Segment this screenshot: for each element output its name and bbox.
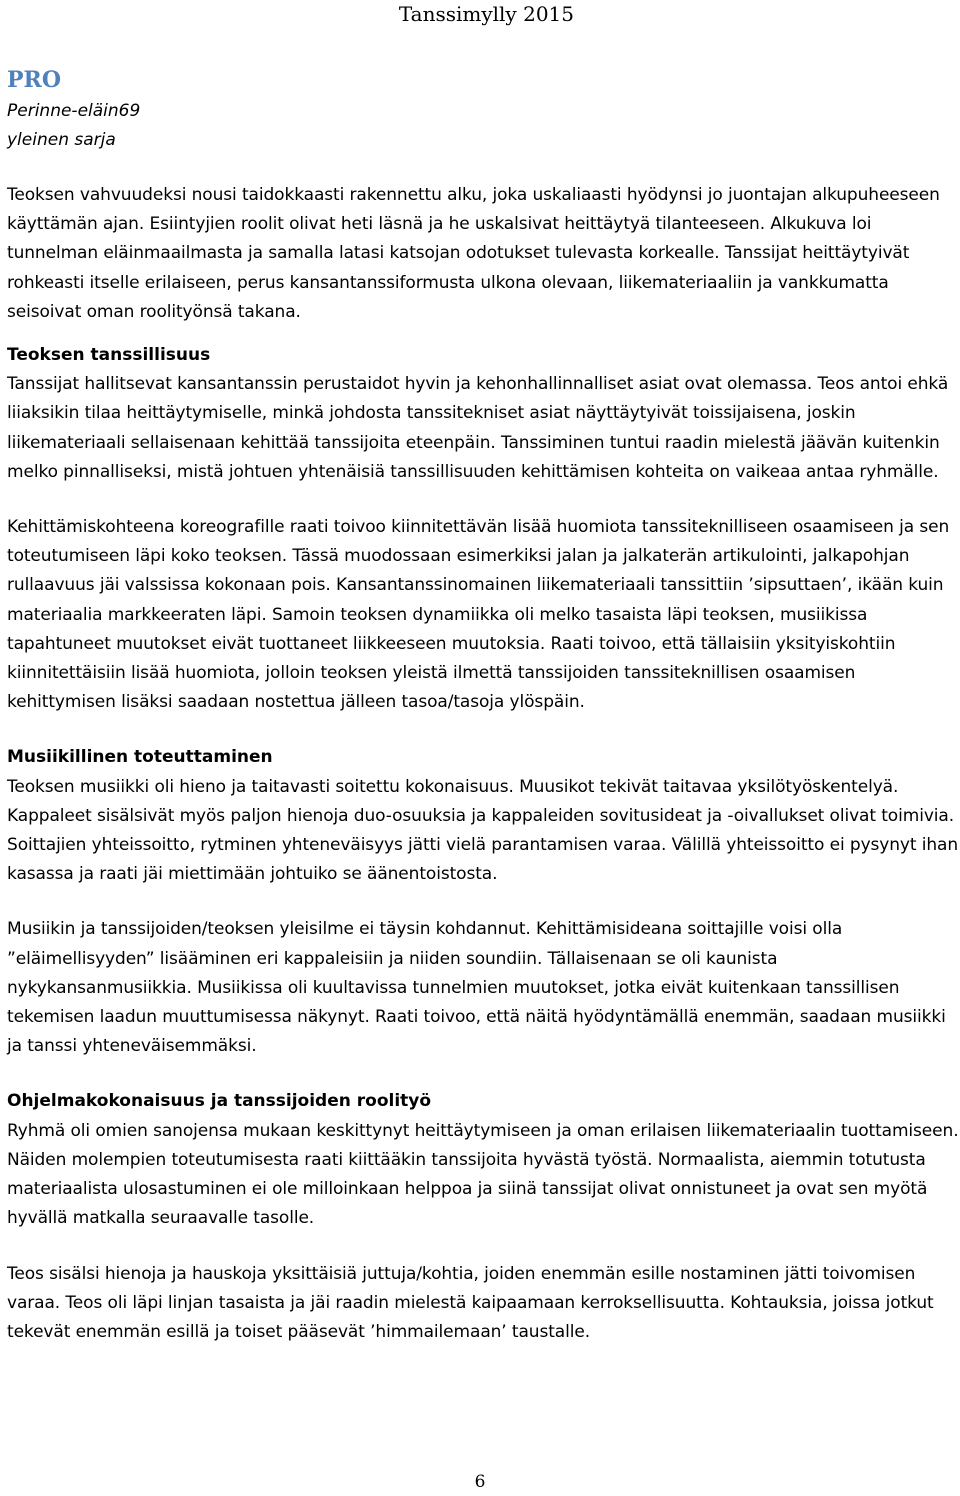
section-paragraph: Musiikin ja tanssijoiden/teoksen yleisilme ei täysin kohdannut. Kehittämisideana soittajille voisi olla ”eläimellisyyden” lisääminen eri kappaleisiin ja niiden soundiin. Tällaisenaan se oli kaunista nykykansanmusiikkia. Musiikissa oli kuultavissa tunnelmien muutokset, jotka eivät kuitenkaan tanssillisen tekemisen laadun muuttumisessa näkynyt. Raati toivoo, että näitä hyödyntämällä enemmän, saadaan musiikki ja tanssi yhteneväisemmäksi. — [7, 919, 946, 1057]
document-title: PRO — [7, 67, 61, 93]
document-body — [7, 66, 959, 1347]
section-paragraph: Teos sisälsi hienoja ja hauskoja yksittäisiä juttuja/kohtia, joiden enemmän esille nostaminen jätti toivomisen varaa. Teos oli läpi linjan tasaista ja jäi raadin mielestä kaipaamaan kerroksellisuutta. Kohtauksia, joissa jotkut tekevät enemmän esillä ja toiset pääsevät ’himmailemaan’ taustalle. — [7, 1263, 934, 1342]
page-header-title: Tanssimylly 2015 — [398, 2, 574, 26]
section-paragraph: Kehittämiskohteena koreografille raati toivoo kiinnitettävän lisää huomiota tanssiteknilliseen osaamiseen ja sen toteutumiseen läpi koko teoksen. Tässä muodossaan esimerkiksi jalan ja jalkaterän artikulointi, jalkapohjan rullaavuus jäi valssissa kokonaan pois. Kansantanssinomainen liikemateriaali tanssittiin ’sipsuttaen’, ikään kuin materiaalia markkeeraten läpi. Samoin teoksen dynamiikka oli melko tasaista läpi teoksen, musiikissa tapahtuneet muutokset eivät tuottaneet liikkeeseen muutoksia. Raati toivoo, että tällaisiin yksityiskohtiin kiinnitettäisiin lisää huomiota, jolloin teoksen yleistä ilmettä tanssijoiden tanssiteknillisen osaamisen kehittymisen lisäksi saadaan nostettua jälleen tasoa/tasoja ylöspäin. — [7, 517, 950, 713]
section-paragraph: Tanssijat hallitsevat kansantanssin perustaidot hyvin ja kehonhallinnalliset asiat ovat olemassa. Teos antoi ehkä liiaksikin tilaa heittäytymiselle, minkä johdosta tanssitekniset asiat näyttäytyivät toissijaisena, joskin liikemateriaali sellaisenaan kehittää tanssijoita eteenpäin. Tanssiminen tuntui raadin mielestä jäävän kuitenkin melko pinnalliseksi, mistä johtuen yhtenäisiä tanssillisuuden kehittämisen kohteita on vaikeaa antaa ryhmälle. — [7, 374, 949, 482]
intro-paragraph: Teoksen vahvuudeksi nousi taidokkaasti rakennettu alku, joka uskaliaasti hyödynsi jo juontajan alkupuheeseen käyttämän ajan. Esiintyjien roolit olivat heti läsnä ja he uskalsivat heittäytyä tilanteeseen. Alkukuva loi tunnelman eläinmaailmasta ja samalla latasi katsojan odotukset tulevasta korkealle. Tanssijat heittäytyivät rohkeasti itselle erilaiseen, perus kansantanssiformusta ulkona olevaan, liikemateriaaliin ja vankkumatta seisoivat oman roolityönsä takana. — [7, 185, 940, 322]
section-paragraph: Teoksen musiikki oli hieno ja taitavasti soitettu kokonaisuus. Muusikot tekivät taitavaa yksilötyöskentelyä. Kappaleet sisälsivät myös paljon hienoja duo-osuuksia ja kappaleiden sovitusideat ja -oivallukset olivat toimivia. Soittajien yhteissoitto, rytminen yhteneväisyys jätti vielä parantamisen varaa. Välillä yhteissoitto ei pysynyt ihan kasassa ja raati jäi miettimään johtuiko se äänentoistosta. — [7, 776, 959, 885]
section-heading: Ohjelmakokonaisuus ja tanssijoiden roolityö — [7, 1091, 432, 1112]
document-category: yleinen sarja — [7, 130, 116, 150]
section-heading: Teoksen tanssillisuus — [7, 345, 211, 366]
section-heading: Musiikillinen toteuttaminen — [7, 747, 273, 768]
document-subtitle: Perinne-eläin69 — [7, 101, 141, 121]
page-number: 6 — [474, 1472, 486, 1492]
section-paragraph: Ryhmä oli omien sanojensa mukaan keskittynyt heittäytymiseen ja oman erilaisen liikemateriaalin tuottamiseen. Näiden molempien toteutumisesta raati kiittääkin tanssijoita hyvästä työstä. Normaalista, aiemmin totutusta materiaalista ulosastuminen ei ole milloinkaan helppoa ja siinä tanssijat olivat onnistuneet ja ovat sen myötä hyvällä matkalla seuraavalle tasolle. — [7, 1120, 959, 1229]
